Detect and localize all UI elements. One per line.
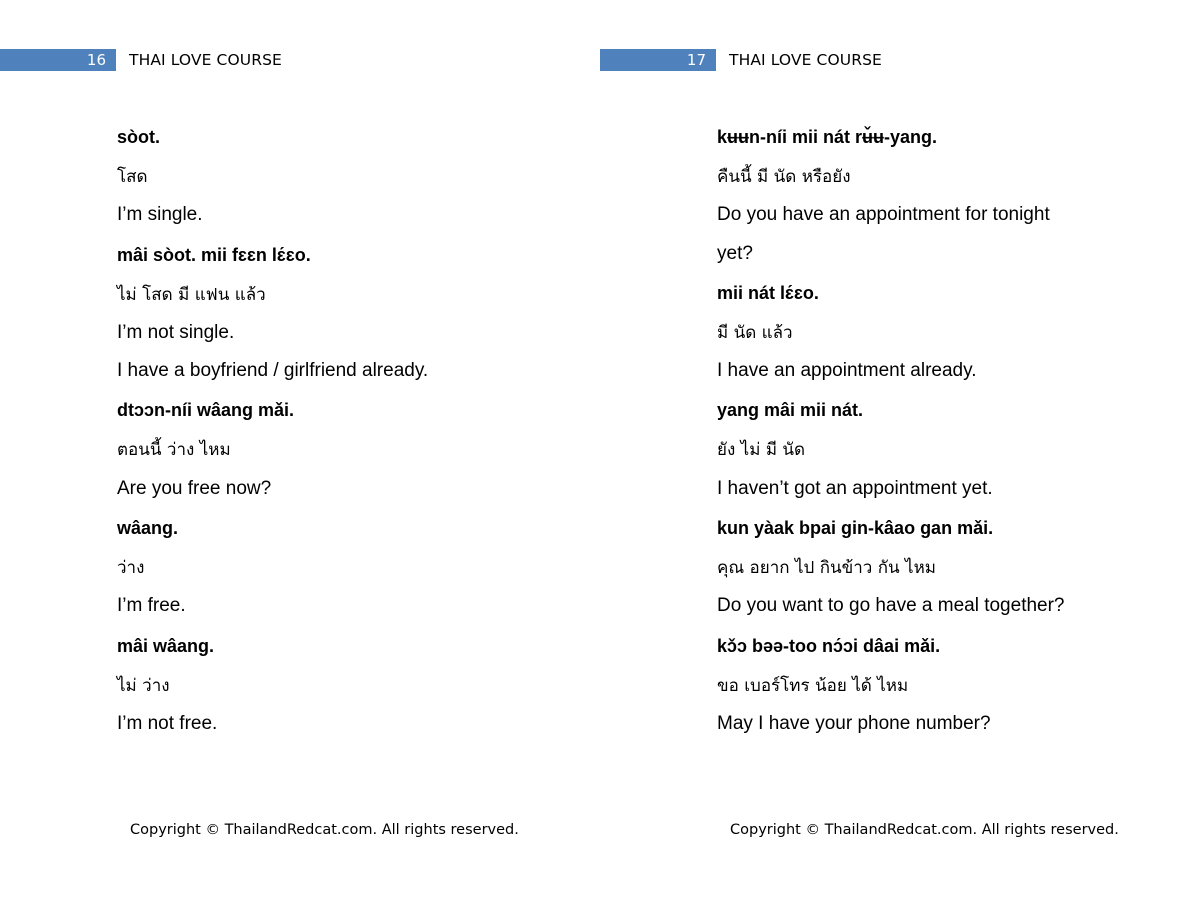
english-line: I have an appointment already. — [717, 360, 977, 382]
english-line: Do you want to go have a meal together? — [717, 595, 1065, 617]
page-number-badge: 16 — [0, 49, 116, 71]
translit-line: mâi wâang. — [117, 635, 215, 656]
thai-line: ตอนนี้ ว่าง ไหม — [117, 440, 231, 461]
translit-line: mii nát lɛ́ɛo. — [717, 282, 819, 303]
translit-line: sòot. — [117, 127, 160, 147]
phrase-list — [117, 117, 587, 743]
translit-line: mâi sòot. mii fɛɛn lɛ́ɛo. — [117, 244, 311, 265]
english-line: I’m free. — [117, 595, 186, 617]
thai-line: ขอ เบอร์โทร น้อย ได้ ไหม — [717, 675, 909, 696]
page-header — [600, 49, 882, 71]
thai-line: ยัง ไม่ มี นัด — [717, 440, 806, 461]
translit-line: dtɔɔn-níi wâang mǎi. — [117, 400, 295, 421]
thai-line: ไม่ ว่าง — [117, 675, 170, 696]
phrase-list — [717, 117, 1187, 743]
english-line: Are you free now? — [117, 477, 272, 499]
translit-line: wâang. — [117, 518, 179, 539]
thai-line: คุณ อยาก ไป กินข้าว กัน ไหม — [717, 558, 937, 579]
thai-line: คืนนี้ มี นัด หรือยัง — [717, 167, 851, 187]
thai-line: ไม่ โสด มี แฟน แล้ว — [117, 284, 266, 305]
book-title: THAI LOVE COURSE — [129, 51, 282, 69]
english-line: I’m single. — [117, 204, 203, 226]
translit-line: kɔ̌ɔ bəə-too nɔ́ɔi dâai mǎi. — [717, 635, 941, 656]
english-line: yet? — [717, 242, 753, 264]
english-line: I’m not single. — [117, 321, 235, 343]
copyright-notice: Copyright © ThailandRedcat.com. All rights reserved. — [730, 822, 1119, 838]
page-number-badge: 17 — [600, 49, 716, 71]
english-line: I’m not free. — [117, 712, 218, 734]
translit-line: kʉʉn-níi mii nát rʉ̌ʉ-yang. — [717, 127, 937, 147]
page-header — [0, 49, 282, 71]
english-line: I have a boyfriend / girlfriend already. — [117, 360, 429, 382]
english-line: Do you have an appointment for tonight — [717, 204, 1050, 226]
right-page — [600, 0, 1200, 901]
thai-line: มี นัด แล้ว — [717, 322, 793, 343]
english-line: I haven’t got an appointment yet. — [717, 477, 993, 499]
thai-line: โสด — [117, 167, 148, 187]
translit-line: kun yàak bpai gin-kâao gan mǎi. — [717, 518, 994, 539]
book-title: THAI LOVE COURSE — [729, 51, 882, 69]
english-line: May I have your phone number? — [717, 712, 991, 734]
copyright-notice: Copyright © ThailandRedcat.com. All rights reserved. — [130, 822, 519, 838]
thai-line: ว่าง — [117, 558, 145, 579]
translit-line: yang mâi mii nát. — [717, 400, 864, 421]
